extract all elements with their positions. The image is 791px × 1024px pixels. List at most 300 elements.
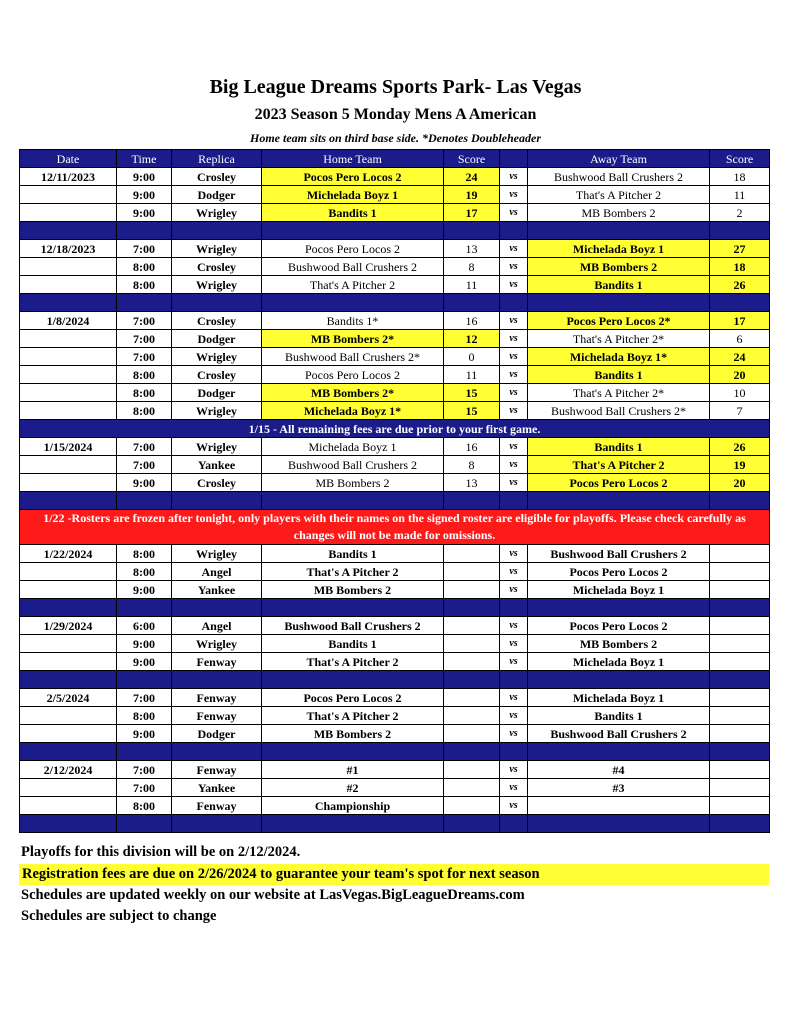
- versus-label: vs: [500, 312, 528, 330]
- home-team: Bushwood Ball Crushers 2: [262, 456, 444, 474]
- divider-cell: [20, 743, 117, 761]
- home-team: Bandits 1: [262, 545, 444, 563]
- game-time: 6:00: [117, 617, 172, 635]
- away-team: Bandits 1: [528, 438, 710, 456]
- table-row: [20, 635, 770, 653]
- divider-cell: [710, 815, 770, 833]
- week-divider: [20, 222, 770, 240]
- column-header: Score: [444, 150, 500, 168]
- versus-label: vs: [500, 258, 528, 276]
- home-score: [444, 581, 500, 599]
- home-score: 16: [444, 312, 500, 330]
- home-team: MB Bombers 2: [262, 725, 444, 743]
- divider-cell: [262, 815, 444, 833]
- week-divider: [20, 294, 770, 312]
- page-title: Big League Dreams Sports Park- Las Vegas: [209, 76, 582, 98]
- away-team: Bandits 1: [528, 366, 710, 384]
- game-replica: Dodger: [172, 330, 262, 348]
- home-team: Michelada Boyz 1: [262, 438, 444, 456]
- table-row: [20, 348, 770, 366]
- home-score: [444, 761, 500, 779]
- column-header: Date: [20, 150, 117, 168]
- game-date: 1/29/2024: [20, 617, 117, 635]
- away-score: [710, 779, 770, 797]
- game-date: [20, 653, 117, 671]
- away-team: Bushwood Ball Crushers 2: [528, 545, 710, 563]
- away-score: 26: [710, 438, 770, 456]
- week-divider: [20, 492, 770, 510]
- away-score: 17: [710, 312, 770, 330]
- versus-label: vs: [500, 761, 528, 779]
- game-time: 9:00: [117, 581, 172, 599]
- column-header: Home Team: [262, 150, 444, 168]
- versus-label: vs: [500, 348, 528, 366]
- home-score: 8: [444, 456, 500, 474]
- divider-cell: [500, 222, 528, 240]
- home-score: 24: [444, 168, 500, 186]
- home-score: 12: [444, 330, 500, 348]
- divider-cell: [172, 815, 262, 833]
- game-replica: Crosley: [172, 366, 262, 384]
- divider-cell: [172, 671, 262, 689]
- game-time: 8:00: [117, 384, 172, 402]
- versus-label: vs: [500, 384, 528, 402]
- home-team: That's A Pitcher 2: [262, 276, 444, 294]
- away-score: 10: [710, 384, 770, 402]
- divider-cell: [500, 671, 528, 689]
- home-team: MB Bombers 2: [262, 474, 444, 492]
- game-time: 8:00: [117, 707, 172, 725]
- away-score: [710, 545, 770, 563]
- versus-label: vs: [500, 168, 528, 186]
- versus-label: vs: [500, 474, 528, 492]
- divider-cell: [710, 294, 770, 312]
- away-team: That's A Pitcher 2: [528, 186, 710, 204]
- home-score: [444, 725, 500, 743]
- table-row: [20, 474, 770, 492]
- game-replica: Wrigley: [172, 545, 262, 563]
- game-replica: Crosley: [172, 474, 262, 492]
- home-team: MB Bombers 2*: [262, 330, 444, 348]
- table-row: [20, 312, 770, 330]
- home-team: Michelada Boyz 1*: [262, 402, 444, 420]
- divider-cell: [117, 743, 172, 761]
- game-time: 9:00: [117, 474, 172, 492]
- game-date: 1/22/2024: [20, 545, 117, 563]
- divider-cell: [262, 743, 444, 761]
- fee-notice-row: [20, 420, 770, 438]
- away-team: MB Bombers 2: [528, 204, 710, 222]
- game-replica: Angel: [172, 617, 262, 635]
- away-team: #3: [528, 779, 710, 797]
- home-team: Bandits 1: [262, 635, 444, 653]
- home-score: 8: [444, 258, 500, 276]
- game-replica: Wrigley: [172, 204, 262, 222]
- game-date: [20, 707, 117, 725]
- game-date: [20, 456, 117, 474]
- roster-notice-row: [20, 510, 770, 545]
- game-date: [20, 635, 117, 653]
- away-score: 6: [710, 330, 770, 348]
- table-row: [20, 797, 770, 815]
- game-replica: Yankee: [172, 779, 262, 797]
- divider-cell: [710, 222, 770, 240]
- divider-cell: [117, 671, 172, 689]
- divider-cell: [444, 671, 500, 689]
- column-header: Score: [710, 150, 770, 168]
- divider-cell: [262, 222, 444, 240]
- away-score: 27: [710, 240, 770, 258]
- game-date: 12/18/2023: [20, 240, 117, 258]
- versus-label: vs: [500, 653, 528, 671]
- divider-cell: [444, 743, 500, 761]
- table-row: [20, 456, 770, 474]
- divider-cell: [262, 599, 444, 617]
- game-replica: Wrigley: [172, 276, 262, 294]
- game-date: [20, 384, 117, 402]
- table-row: [20, 563, 770, 581]
- away-score: 7: [710, 402, 770, 420]
- table-row: [20, 779, 770, 797]
- game-date: [20, 366, 117, 384]
- divider-cell: [710, 492, 770, 510]
- table-row: [20, 330, 770, 348]
- away-team: Pocos Pero Locos 2: [528, 563, 710, 581]
- versus-label: vs: [500, 330, 528, 348]
- game-replica: Yankee: [172, 456, 262, 474]
- divider-cell: [710, 599, 770, 617]
- away-team: Michelada Boyz 1: [528, 653, 710, 671]
- divider-cell: [444, 815, 500, 833]
- versus-label: vs: [500, 635, 528, 653]
- home-team: #2: [262, 779, 444, 797]
- table-row: [20, 653, 770, 671]
- fee-notice: 1/15 - All remaining fees are due prior to your first game.: [20, 420, 770, 438]
- home-team: #1: [262, 761, 444, 779]
- away-team: Pocos Pero Locos 2: [528, 617, 710, 635]
- home-score: [444, 653, 500, 671]
- home-team: Pocos Pero Locos 2: [262, 366, 444, 384]
- game-time: 9:00: [117, 186, 172, 204]
- home-team: MB Bombers 2*: [262, 384, 444, 402]
- column-header: Replica: [172, 150, 262, 168]
- table-row: [20, 707, 770, 725]
- away-team: Pocos Pero Locos 2: [528, 474, 710, 492]
- away-team: Michelada Boyz 1: [528, 689, 710, 707]
- page-subtitle: 2023 Season 5 Monday Mens A American: [254, 106, 537, 123]
- table-row: [20, 366, 770, 384]
- game-date: 2/12/2024: [20, 761, 117, 779]
- away-score: 11: [710, 186, 770, 204]
- game-date: [20, 779, 117, 797]
- game-date: 1/8/2024: [20, 312, 117, 330]
- divider-cell: [172, 294, 262, 312]
- divider-cell: [20, 599, 117, 617]
- divider-cell: [444, 599, 500, 617]
- home-score: [444, 797, 500, 815]
- away-team: Bushwood Ball Crushers 2: [528, 725, 710, 743]
- away-score: [710, 797, 770, 815]
- divider-cell: [528, 294, 710, 312]
- table-row: [20, 204, 770, 222]
- game-time: 9:00: [117, 725, 172, 743]
- game-time: 8:00: [117, 276, 172, 294]
- divider-cell: [444, 492, 500, 510]
- home-team: That's A Pitcher 2: [262, 563, 444, 581]
- game-date: 1/15/2024: [20, 438, 117, 456]
- divider-cell: [528, 815, 710, 833]
- divider-cell: [117, 599, 172, 617]
- away-score: [710, 761, 770, 779]
- roster-notice: 1/22 -Rosters are frozen after tonight, only players with their names on the signed roster are eligible for playoffs. Please check carefully as changes will not be made for omissions.: [20, 510, 770, 545]
- game-replica: Wrigley: [172, 348, 262, 366]
- away-team: MB Bombers 2: [528, 635, 710, 653]
- divider-cell: [500, 492, 528, 510]
- column-header: Time: [117, 150, 172, 168]
- home-score: [444, 545, 500, 563]
- home-score: 11: [444, 276, 500, 294]
- divider-cell: [20, 222, 117, 240]
- footer-website: Schedules are updated weekly on our website at LasVegas.BigLeagueDreams.com: [21, 887, 525, 903]
- game-replica: Crosley: [172, 312, 262, 330]
- table-row: [20, 384, 770, 402]
- away-score: 24: [710, 348, 770, 366]
- game-replica: Crosley: [172, 258, 262, 276]
- game-date: [20, 402, 117, 420]
- versus-label: vs: [500, 438, 528, 456]
- table-row: [20, 725, 770, 743]
- home-team: Bushwood Ball Crushers 2: [262, 617, 444, 635]
- divider-cell: [20, 294, 117, 312]
- game-date: [20, 348, 117, 366]
- week-divider: [20, 599, 770, 617]
- away-team: That's A Pitcher 2: [528, 456, 710, 474]
- divider-cell: [528, 743, 710, 761]
- away-score: [710, 653, 770, 671]
- table-row: [20, 240, 770, 258]
- game-replica: Fenway: [172, 653, 262, 671]
- divider-cell: [528, 671, 710, 689]
- versus-label: vs: [500, 240, 528, 258]
- column-header: Away Team: [528, 150, 710, 168]
- away-team: Bushwood Ball Crushers 2*: [528, 402, 710, 420]
- divider-cell: [172, 492, 262, 510]
- game-time: 7:00: [117, 689, 172, 707]
- away-team: Bandits 1: [528, 707, 710, 725]
- divider-cell: [117, 815, 172, 833]
- away-team: That's A Pitcher 2*: [528, 384, 710, 402]
- away-score: [710, 707, 770, 725]
- away-score: [710, 689, 770, 707]
- game-date: [20, 474, 117, 492]
- away-score: 19: [710, 456, 770, 474]
- week-divider: [20, 743, 770, 761]
- game-date: [20, 204, 117, 222]
- footer-playoffs: Playoffs for this division will be on 2/12/2024.: [21, 844, 301, 860]
- away-team: [528, 797, 710, 815]
- home-team: Michelada Boyz 1: [262, 186, 444, 204]
- game-time: 9:00: [117, 653, 172, 671]
- game-replica: Dodger: [172, 384, 262, 402]
- game-replica: Dodger: [172, 725, 262, 743]
- game-date: [20, 276, 117, 294]
- versus-label: vs: [500, 779, 528, 797]
- versus-label: vs: [500, 689, 528, 707]
- divider-cell: [20, 671, 117, 689]
- away-score: 2: [710, 204, 770, 222]
- divider-cell: [710, 743, 770, 761]
- versus-label: vs: [500, 402, 528, 420]
- versus-label: vs: [500, 456, 528, 474]
- game-time: 9:00: [117, 168, 172, 186]
- divider-cell: [528, 492, 710, 510]
- away-score: 20: [710, 366, 770, 384]
- home-score: [444, 635, 500, 653]
- divider-cell: [117, 492, 172, 510]
- away-team: Pocos Pero Locos 2*: [528, 312, 710, 330]
- game-time: 8:00: [117, 366, 172, 384]
- home-score: 17: [444, 204, 500, 222]
- game-time: 8:00: [117, 563, 172, 581]
- game-time: 7:00: [117, 779, 172, 797]
- versus-label: vs: [500, 366, 528, 384]
- week-divider: [20, 815, 770, 833]
- away-score: [710, 581, 770, 599]
- divider-cell: [262, 671, 444, 689]
- home-score: 13: [444, 474, 500, 492]
- home-team: That's A Pitcher 2: [262, 653, 444, 671]
- divider-cell: [262, 492, 444, 510]
- home-score: 15: [444, 384, 500, 402]
- versus-label: vs: [500, 204, 528, 222]
- game-time: 7:00: [117, 330, 172, 348]
- home-score: 13: [444, 240, 500, 258]
- away-score: [710, 563, 770, 581]
- away-score: 26: [710, 276, 770, 294]
- divider-cell: [172, 743, 262, 761]
- table-header-row: [20, 150, 770, 168]
- home-team: Championship: [262, 797, 444, 815]
- away-score: 18: [710, 168, 770, 186]
- home-team: Bushwood Ball Crushers 2*: [262, 348, 444, 366]
- footer-registration: Registration fees are due on 2/26/2024 to guarantee your team's spot for next season: [19, 864, 769, 885]
- versus-label: vs: [500, 563, 528, 581]
- game-date: 12/11/2023: [20, 168, 117, 186]
- divider-cell: [117, 222, 172, 240]
- home-team: MB Bombers 2: [262, 581, 444, 599]
- away-score: [710, 617, 770, 635]
- game-replica: Wrigley: [172, 402, 262, 420]
- away-team: #4: [528, 761, 710, 779]
- game-time: 8:00: [117, 797, 172, 815]
- versus-label: vs: [500, 797, 528, 815]
- game-time: 7:00: [117, 456, 172, 474]
- divider-cell: [20, 492, 117, 510]
- table-row: [20, 276, 770, 294]
- away-team: Michelada Boyz 1*: [528, 348, 710, 366]
- column-header: [500, 150, 528, 168]
- table-row: [20, 545, 770, 563]
- table-row: [20, 689, 770, 707]
- game-time: 8:00: [117, 258, 172, 276]
- home-score: [444, 563, 500, 581]
- home-score: [444, 689, 500, 707]
- divider-cell: [500, 599, 528, 617]
- divider-cell: [500, 815, 528, 833]
- table-row: [20, 186, 770, 204]
- game-date: [20, 563, 117, 581]
- game-replica: Crosley: [172, 168, 262, 186]
- home-score: 19: [444, 186, 500, 204]
- schedule-table: [19, 149, 770, 833]
- divider-cell: [117, 294, 172, 312]
- versus-label: vs: [500, 545, 528, 563]
- game-time: 8:00: [117, 545, 172, 563]
- home-score: 11: [444, 366, 500, 384]
- home-team: Pocos Pero Locos 2: [262, 168, 444, 186]
- table-row: [20, 438, 770, 456]
- versus-label: vs: [500, 186, 528, 204]
- table-row: [20, 168, 770, 186]
- home-team: Bandits 1*: [262, 312, 444, 330]
- table-row: [20, 258, 770, 276]
- home-score: 0: [444, 348, 500, 366]
- game-date: [20, 330, 117, 348]
- versus-label: vs: [500, 617, 528, 635]
- game-date: 2/5/2024: [20, 689, 117, 707]
- game-time: 9:00: [117, 635, 172, 653]
- game-time: 7:00: [117, 312, 172, 330]
- home-team: Pocos Pero Locos 2: [262, 240, 444, 258]
- game-date: [20, 258, 117, 276]
- game-replica: Wrigley: [172, 635, 262, 653]
- game-replica: Wrigley: [172, 240, 262, 258]
- divider-cell: [172, 599, 262, 617]
- divider-cell: [710, 671, 770, 689]
- game-time: 9:00: [117, 204, 172, 222]
- game-date: [20, 186, 117, 204]
- divider-cell: [500, 743, 528, 761]
- divider-cell: [500, 294, 528, 312]
- versus-label: vs: [500, 276, 528, 294]
- table-row: [20, 617, 770, 635]
- game-replica: Wrigley: [172, 438, 262, 456]
- divider-cell: [20, 815, 117, 833]
- table-row: [20, 581, 770, 599]
- home-team: Bushwood Ball Crushers 2: [262, 258, 444, 276]
- divider-cell: [172, 222, 262, 240]
- versus-label: vs: [500, 581, 528, 599]
- away-score: 20: [710, 474, 770, 492]
- game-replica: Fenway: [172, 707, 262, 725]
- away-score: [710, 725, 770, 743]
- away-team: Michelada Boyz 1: [528, 240, 710, 258]
- away-team: That's A Pitcher 2*: [528, 330, 710, 348]
- game-date: [20, 581, 117, 599]
- game-replica: Fenway: [172, 797, 262, 815]
- game-date: [20, 797, 117, 815]
- footer-disclaimer: Schedules are subject to change: [21, 908, 217, 924]
- week-divider: [20, 671, 770, 689]
- game-time: 7:00: [117, 348, 172, 366]
- table-row: [20, 761, 770, 779]
- away-score: 18: [710, 258, 770, 276]
- home-score: 16: [444, 438, 500, 456]
- away-team: MB Bombers 2: [528, 258, 710, 276]
- home-score: 15: [444, 402, 500, 420]
- versus-label: vs: [500, 725, 528, 743]
- versus-label: vs: [500, 707, 528, 725]
